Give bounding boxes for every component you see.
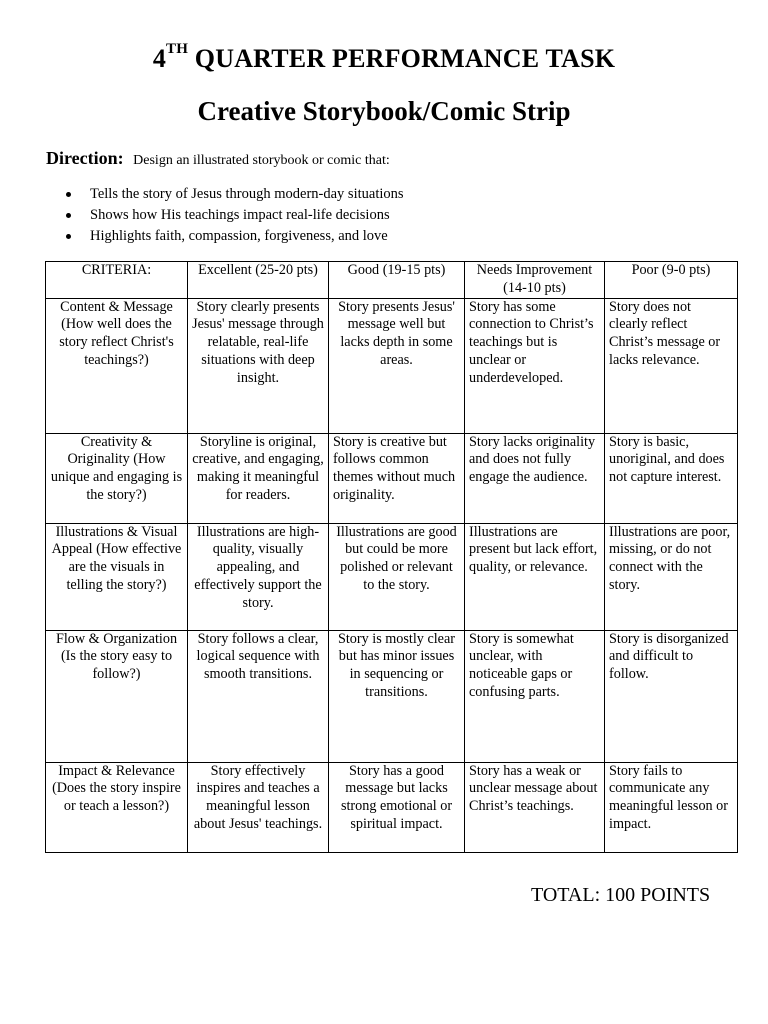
bullet-text: Highlights faith, compassion, forgiveness, and love bbox=[90, 228, 388, 244]
criteria-cell: Content & Message (How well does the story reflect Christ's teachings?) bbox=[46, 298, 188, 433]
direction-label: Direction: bbox=[46, 148, 124, 168]
poor-cell: Story fails to communicate any meaningful lesson or impact. bbox=[605, 762, 738, 852]
criteria-cell: Impact & Relevance (Does the story inspire or teach a lesson?) bbox=[46, 762, 188, 852]
table-row bbox=[46, 762, 738, 852]
bullet-text: Shows how His teachings impact real-life decisions bbox=[90, 207, 390, 223]
needs-improvement-cell: Story has a weak or unclear message about Christ’s teachings. bbox=[465, 762, 605, 852]
bullet-dot-icon bbox=[66, 213, 71, 218]
good-cell: Story has a good message but lacks strong emotional or spiritual impact. bbox=[329, 762, 465, 852]
poor-cell: Story is basic, unoriginal, and does not capture interest. bbox=[605, 433, 738, 523]
bullet-item bbox=[62, 226, 404, 247]
needs-improvement-cell: Illustrations are present but lack effort, quality, or relevance. bbox=[465, 523, 605, 630]
bullet-item bbox=[62, 184, 404, 205]
excellent-cell: Illustrations are high-quality, visually appealing, and effectively support the story. bbox=[188, 523, 329, 630]
header-needs-improvement: Needs Improvement (14-10 pts) bbox=[465, 262, 605, 299]
table-row bbox=[46, 630, 738, 762]
needs-improvement-cell: Story has some connection to Christ’s teachings but is unclear or underdeveloped. bbox=[465, 298, 605, 433]
rubric-table bbox=[45, 261, 738, 853]
direction-bullet-list bbox=[62, 184, 404, 247]
title-text: QUARTER PERFORMANCE TASK bbox=[188, 44, 616, 73]
excellent-cell: Storyline is original, creative, and engaging, making it meaningful for readers. bbox=[188, 433, 329, 523]
direction-text: Design an illustrated storybook or comic that: bbox=[133, 153, 390, 168]
table-header-row bbox=[46, 262, 738, 299]
title-superscript: TH bbox=[166, 41, 189, 57]
poor-cell: Illustrations are poor, missing, or do not connect with the story. bbox=[605, 523, 738, 630]
total-points: TOTAL: 100 POINTS bbox=[531, 884, 711, 906]
criteria-cell: Flow & Organization (Is the story easy to follow?) bbox=[46, 630, 188, 762]
header-poor: Poor (9-0 pts) bbox=[605, 262, 738, 299]
good-cell: Story presents Jesus' message well but lacks depth in some areas. bbox=[329, 298, 465, 433]
poor-cell: Story does not clearly reflect Christ’s message or lacks relevance. bbox=[605, 298, 738, 433]
needs-improvement-cell: Story is somewhat unclear, with noticeable gaps or confusing parts. bbox=[465, 630, 605, 762]
excellent-cell: Story effectively inspires and teaches a meaningful lesson about Jesus' teachings. bbox=[188, 762, 329, 852]
title-number: 4 bbox=[152, 44, 167, 73]
page-subtitle: Creative Storybook/Comic Strip bbox=[197, 96, 571, 126]
bullet-dot-icon bbox=[66, 192, 71, 197]
criteria-cell: Creativity & Originality (How unique and engaging is the story?) bbox=[46, 433, 188, 523]
excellent-cell: Story clearly presents Jesus' message through relatable, real-life situations with deep insight. bbox=[188, 298, 329, 433]
page-title bbox=[0, 41, 768, 74]
good-cell: Illustrations are good but could be more polished or relevant to the story. bbox=[329, 523, 465, 630]
table-row bbox=[46, 298, 738, 433]
table-row bbox=[46, 433, 738, 523]
needs-improvement-cell: Story lacks originality and does not fully engage the audience. bbox=[465, 433, 605, 523]
criteria-cell: Illustrations & Visual Appeal (How effective are the visuals in telling the story?) bbox=[46, 523, 188, 630]
header-excellent: Excellent (25-20 pts) bbox=[188, 262, 329, 299]
bullet-dot-icon bbox=[66, 234, 71, 239]
header-criteria: CRITERIA: bbox=[46, 262, 188, 299]
table-row bbox=[46, 523, 738, 630]
header-good: Good (19-15 pts) bbox=[329, 262, 465, 299]
bullet-item bbox=[62, 205, 404, 226]
excellent-cell: Story follows a clear, logical sequence with smooth transitions. bbox=[188, 630, 329, 762]
poor-cell: Story is disorganized and difficult to follow. bbox=[605, 630, 738, 762]
good-cell: Story is mostly clear but has minor issues in sequencing or transitions. bbox=[329, 630, 465, 762]
bullet-text: Tells the story of Jesus through modern-day situations bbox=[90, 186, 404, 202]
direction-line bbox=[46, 148, 390, 169]
good-cell: Story is creative but follows common themes without much originality. bbox=[329, 433, 465, 523]
